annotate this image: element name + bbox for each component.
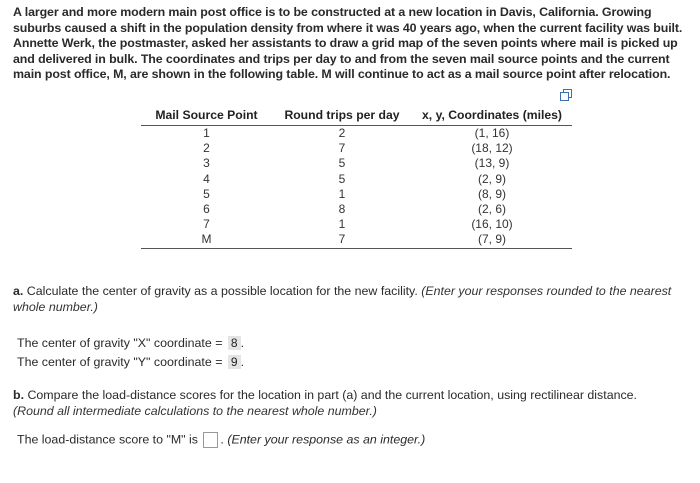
table-row [141, 141, 572, 156]
cell-point: 7 [203, 217, 210, 232]
header-mail-source-point: Mail Source Point [141, 107, 272, 126]
cell-trips: 5 [338, 156, 346, 171]
table-row [141, 232, 572, 248]
answer-x-label: The center of gravity "X" coordinate = [17, 336, 223, 350]
cell-coords: (2, 6) [477, 202, 506, 217]
cell-point: 4 [203, 171, 210, 186]
cell-point: 6 [203, 202, 210, 217]
cell-coords: (8, 9) [477, 186, 506, 201]
answer-m-period: . [220, 432, 224, 447]
cell-trips: 5 [338, 171, 346, 186]
part-b-prefix: b. [13, 388, 25, 402]
table-row [141, 217, 572, 232]
cell-point: M [141, 232, 272, 248]
cell-coords: (16, 10) [471, 217, 513, 232]
cell-coords: (2, 9) [477, 171, 506, 186]
cell-trips: 1 [338, 217, 346, 232]
answer-x-line [17, 336, 244, 350]
cell-coords: (18, 12) [471, 141, 513, 156]
part-a-question [13, 284, 693, 315]
cell-coords: (1, 16) [474, 126, 510, 140]
part-b-text: Compare the load-distance scores for the location in part (a) and the current location, using rectilinear distance. [27, 388, 637, 402]
part-a-instruction: (Enter your responses rounded to the nearest whole number.) [13, 284, 672, 314]
table-row [141, 126, 572, 142]
cell-coords: (7, 9) [412, 232, 572, 248]
table-row [141, 172, 572, 187]
cell-point: 1 [203, 126, 210, 140]
copy-icon[interactable] [560, 89, 572, 101]
part-a-text: Calculate the center of gravity as a possible location for the new facility. [26, 284, 418, 298]
answer-y-period: . [240, 355, 245, 369]
cell-trips: 8 [338, 202, 346, 217]
cell-trips: 1 [338, 186, 346, 201]
problem-intro: A larger and more modern main post office is to be constructed at a new location in Davis, California. Growing suburbs caused a shift in the population density from where it was 40 years ago, when the current facility was built. Annette Werk, the postmaster, asked her assistants to draw a grid map of the seven points where mail is picked up and delivered in bulk. The coordinates and trips per day to and from the seven mail source points and the current main post office, M, are shown in the following table. M will continue to act as a mail source point after relocation. [13, 5, 683, 82]
answer-m-hint: (Enter your response as an integer.) [227, 432, 426, 447]
load-distance-input[interactable] [203, 432, 218, 448]
table-header-row [141, 107, 572, 126]
header-coordinates: x, y, Coordinates (miles) [412, 107, 572, 126]
answer-y-label: The center of gravity "Y" coordinate = [17, 355, 223, 369]
answer-m-line [17, 432, 425, 448]
answer-m-label: The load-distance score to "M" is [17, 432, 198, 447]
part-a-prefix: a. [13, 284, 24, 298]
cell-trips: 2 [338, 126, 346, 140]
part-b-question [13, 388, 693, 419]
cell-trips: 7 [338, 141, 346, 156]
data-table [141, 107, 572, 249]
cell-coords: (13, 9) [474, 156, 510, 171]
cell-point: 5 [203, 186, 210, 201]
table-row [141, 202, 572, 217]
table-row [141, 156, 572, 171]
answer-y-line [17, 355, 244, 369]
part-b-instruction: (Round all intermediate calculations to the nearest whole number.) [13, 403, 377, 418]
answer-x-period: . [240, 336, 245, 350]
cell-trips: 7 [272, 232, 412, 248]
table-row [141, 187, 572, 202]
answer-x-value[interactable]: 8 [228, 336, 241, 350]
cell-point: 2 [203, 141, 210, 156]
cell-point: 3 [203, 156, 210, 171]
answer-y-value[interactable]: 9 [228, 355, 241, 369]
header-round-trips: Round trips per day [272, 107, 412, 126]
